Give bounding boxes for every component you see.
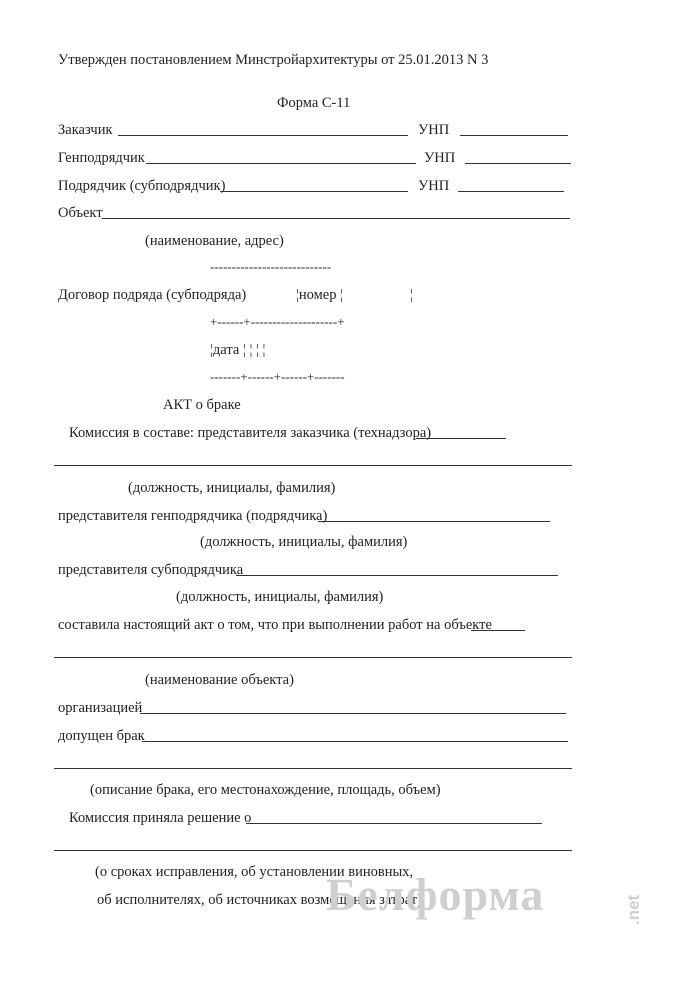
contract-table-sep: +------+--------------------+ <box>210 314 345 329</box>
defect-hint: (описание брака, его местонахождение, площадь, объем) <box>90 782 441 798</box>
organization-line[interactable] <box>140 713 566 714</box>
decision-label: Комиссия приняла решение о <box>69 810 252 826</box>
gen-rep-label: представителя генподрядчика (подрядчика) <box>58 508 328 524</box>
defect-line-2[interactable] <box>54 768 572 769</box>
contractor-label: Подрядчик (субподрядчик) <box>58 178 226 194</box>
defect-line[interactable] <box>142 741 568 742</box>
contract-date-cell[interactable]: ¦дата ¦ ¦ ¦ ¦ <box>210 342 266 358</box>
customer-rep-line[interactable] <box>416 438 506 439</box>
object-line[interactable] <box>102 218 570 219</box>
watermark-suffix: .net <box>624 894 643 925</box>
customer-unp-label: УНП <box>418 122 450 138</box>
sub-rep-label: представителя субподрядчика <box>58 562 244 578</box>
decision-hint-1: (о сроках исправления, об установлении виновных, <box>95 864 414 880</box>
general-contractor-label: Генподрядчик <box>58 150 145 166</box>
sub-rep-hint: (должность, инициалы, фамилия) <box>176 589 384 605</box>
customer-label: Заказчик <box>58 122 113 138</box>
decision-line-2[interactable] <box>54 850 572 851</box>
object-name-line-2[interactable] <box>54 657 572 658</box>
contract-table-bottom: -------+------+------+------- <box>210 369 345 384</box>
organization-label: организацией <box>58 700 143 716</box>
sub-rep-line[interactable] <box>236 575 558 576</box>
general-contractor-unp-line[interactable] <box>465 163 571 164</box>
contractor-unp-label: УНП <box>418 178 450 194</box>
customer-rep-line-2[interactable] <box>54 465 572 466</box>
act-title: АКТ о браке <box>163 397 241 413</box>
gen-rep-hint: (должность, инициалы, фамилия) <box>200 534 408 550</box>
commission-text: Комиссия в составе: представителя заказчика (технадзора) <box>69 425 432 441</box>
watermark-logo: Белформа <box>326 869 545 920</box>
object-name-line[interactable] <box>471 630 525 631</box>
contractor-line[interactable] <box>220 191 408 192</box>
general-contractor-line[interactable] <box>146 163 416 164</box>
customer-unp-line[interactable] <box>460 135 568 136</box>
defect-label: допущен брак <box>58 728 145 744</box>
object-name-hint: (наименование объекта) <box>145 672 294 688</box>
composed-text: составила настоящий акт о том, что при выполнении работ на объекте <box>58 617 492 633</box>
decision-hint-2: об исполнителях, об источниках возмещения затрат) <box>97 892 422 908</box>
customer-rep-hint: (должность, инициалы, фамилия) <box>128 480 336 496</box>
contract-number-cell[interactable]: ¦номер ¦ <box>296 287 344 303</box>
contractor-unp-line[interactable] <box>458 191 564 192</box>
contract-number-end: ¦ <box>410 287 413 303</box>
form-title: Форма С-11 <box>277 95 351 111</box>
object-label: Объект <box>58 205 103 221</box>
contract-table-top: ---------------------------- <box>210 259 332 274</box>
customer-input-line[interactable] <box>118 135 408 136</box>
object-hint: (наименование, адрес) <box>145 233 284 249</box>
approval-text: Утвержден постановлением Минстройархитектуры от 25.01.2013 N 3 <box>58 52 489 68</box>
gen-rep-line[interactable] <box>318 521 550 522</box>
contract-label: Договор подряда (субподряда) <box>58 287 247 303</box>
decision-line[interactable] <box>246 823 542 824</box>
general-contractor-unp-label: УНП <box>424 150 456 166</box>
